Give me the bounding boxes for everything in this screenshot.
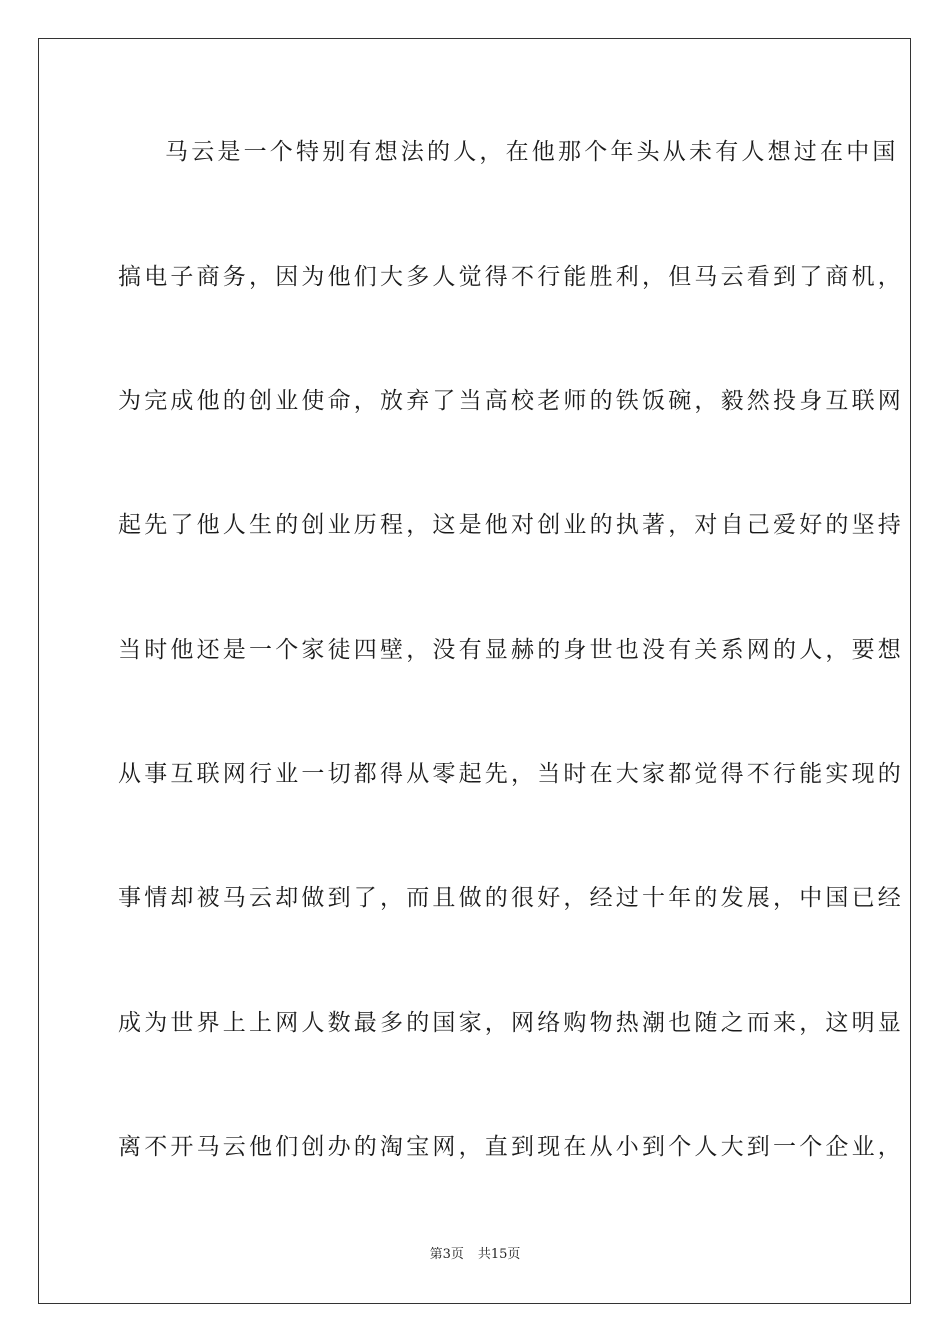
paragraph-line: 当时他还是一个家徒四壁，没有显赫的身世也没有关系网的人，要想 bbox=[118, 637, 904, 663]
paragraph-line: 事情却被马云却做到了，而且做的很好，经过十年的发展，中国已经 bbox=[118, 885, 904, 911]
paragraph-line: 离不开马云他们创办的淘宝网，直到现在从小到个人大到一个企业， bbox=[118, 1134, 904, 1160]
paragraph-line: 成为世界上上网人数最多的国家，网络购物热潮也随之而来，这明显 bbox=[118, 1010, 904, 1036]
paragraph-line: 从事互联网行业一切都得从零起先，当时在大家都觉得不行能实现的 bbox=[118, 761, 904, 787]
page-number: 第3页 bbox=[429, 1247, 464, 1262]
paragraph-line: 为完成他的创业使命，放弃了当高校老师的铁饭碗，毅然投身互联网 bbox=[118, 388, 904, 414]
paragraph-line: 马云是一个特别有想法的人，在他那个年头从未有人想过在中国 bbox=[165, 139, 899, 165]
page-footer bbox=[0, 1246, 950, 1264]
paragraph-line: 起先了他人生的创业历程，这是他对创业的执著，对自己爱好的坚持 bbox=[118, 512, 904, 538]
paragraph-line: 搞电子商务，因为他们大多人觉得不行能胜利，但马云看到了商机， bbox=[118, 264, 904, 290]
page-total: 共15页 bbox=[477, 1247, 521, 1262]
